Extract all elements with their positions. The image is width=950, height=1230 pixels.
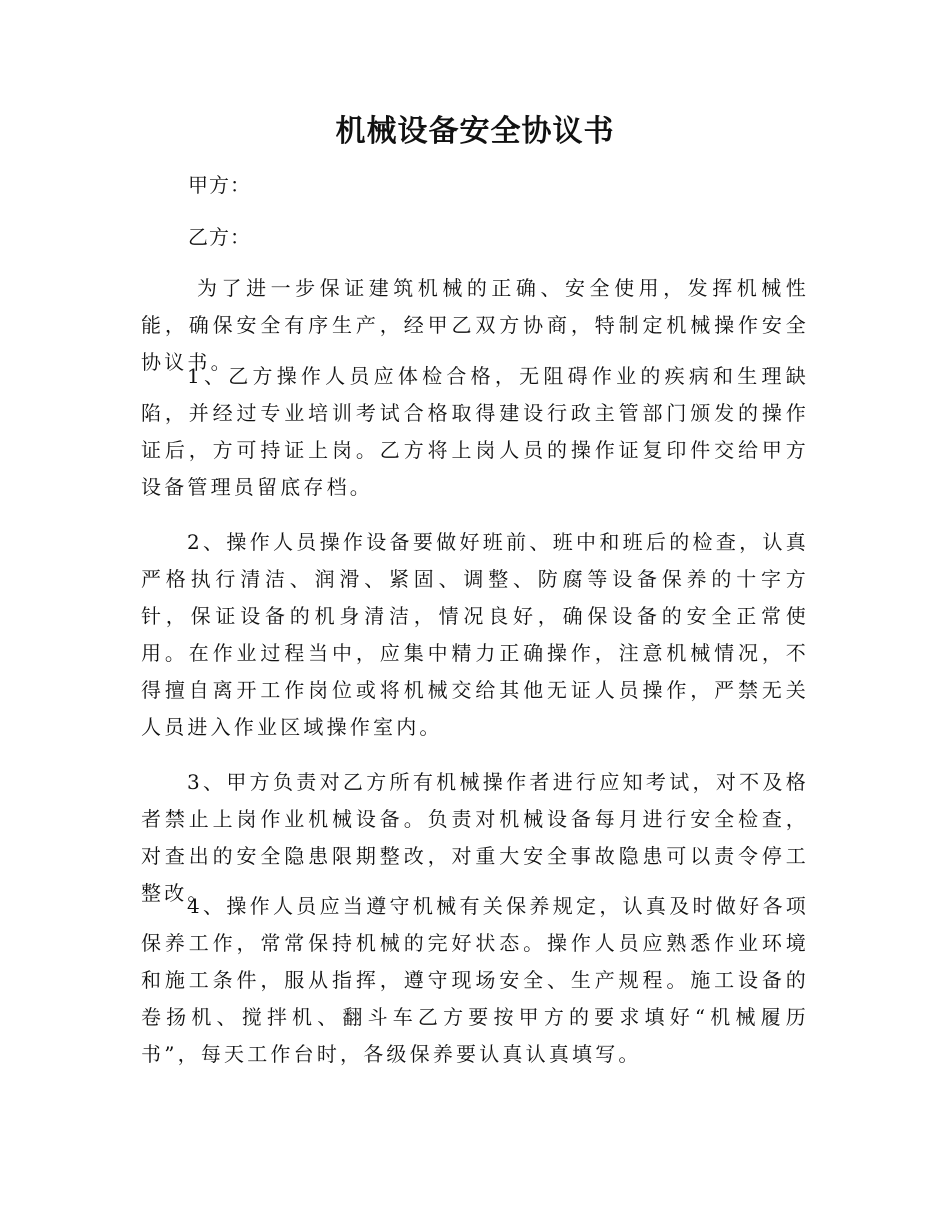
clause-1: 1、乙方操作人员应体检合格，无阻碍作业的疾病和生理缺陷，并经过专业培训考试合格取得建设行政主管部门颁发的操作证后，方可持证上岗。乙方将上岗人员的操作证复印件交给甲方设备管理员留底存档。 <box>141 364 809 499</box>
clause-4: 4、操作人员应当遵守机械有关保养规定，认真及时做好各项保养工作，常常保持机械的完好状态。操作人员应熟悉作业环境和施工条件，服从指挥，遵守现场安全、生产规程。施工设备的卷扬机、搅拌机、翻斗车乙方要按甲方的要求填好“机械履历书”，每天工作台时，各级保养要认真认真填写。 <box>141 894 809 1066</box>
clause-2: 2、操作人员操作设备要做好班前、班中和班后的检查，认真严格执行清洁、润滑、紧固、调整、防腐等设备保养的十字方针，保证设备的机身清洁，情况良好，确保设备的安全正常使用。在作业过程当中，应集中精力正确操作，注意机械情况，不得擅自离开工作岗位或将机械交给其他无证人员操作，严禁无关人员进入作业区域操作室内。 <box>141 530 809 739</box>
clause-3: 3、甲方负责对乙方所有机械操作者进行应知考试，对不及格者禁止上岗作业机械设备。负责对机械设备每月进行安全检查，对查出的安全隐患限期整改，对重大安全事故隐患可以责令停工整改。 <box>141 770 809 905</box>
party-a-label: 甲方： <box>188 173 251 197</box>
document-title: 机械设备安全协议书 <box>335 114 615 149</box>
intro-paragraph: 为了进一步保证建筑机械的正确、安全使用，发挥机械性能，确保安全有序生产，经甲乙双方协商，特制定机械操作安全协议书。 <box>141 276 809 374</box>
party-b-label: 乙方： <box>188 225 251 249</box>
